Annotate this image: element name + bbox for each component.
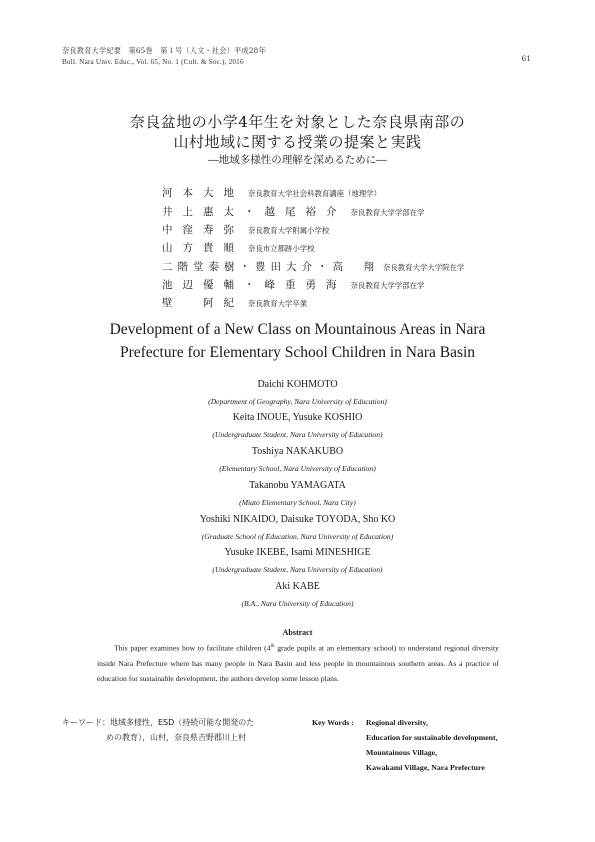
author-jp-names: 中窪寿弥 (162, 224, 244, 236)
author-jp-affil: 奈良教育大学学部在学 (350, 208, 425, 217)
abstract-text-part: grade pupils at an elementary school) to understand regional diversity inside Nara Prefecture where has many people in Nara Basin and less people in mountainous southern areas. As a practice of education for sustainable development, the authors develop some lesson plans. (97, 643, 500, 683)
author-en-affil: (Miato Elementary School, Nara City) (239, 498, 356, 507)
keywords-jp-line1 (62, 716, 290, 731)
keyword-item: Kawakami Village, Nara Prefecture (366, 763, 485, 772)
author-jp-row (162, 185, 381, 200)
author-jp-row (162, 259, 464, 274)
author-en-affil: (B.A., Nara University of Education) (241, 599, 354, 608)
author-en-names: Yoshiki NIKAIDO, Daisuke TOYODA, Sho KO (199, 514, 396, 525)
author-jp-affil: 奈良教育大学大学院在学 (383, 263, 465, 272)
author-en-names: Toshiya NAKAKUBO (251, 446, 344, 457)
author-jp-affil: 奈良教育大学附属小学校 (248, 226, 330, 235)
author-en-affil: (Undergraduate Student, Nara University of Education) (212, 565, 383, 574)
author-jp-row (162, 204, 424, 219)
abstract-superscript: th (270, 644, 275, 649)
abstract-heading: Abstract (282, 628, 313, 637)
title-jp-line1: 奈良盆地の小学4年生を対象とした奈良県南部の (129, 113, 466, 131)
author-en-names: Keita INOUE, Yusuke KOSHIO (232, 412, 363, 423)
author-jp-names: 井上惠太・越尾裕介 (162, 206, 347, 218)
page-number: 61 (521, 54, 531, 63)
subtitle-jp: ―地域多様性の理解を深めるために― (208, 154, 387, 166)
author-jp-names: 河本大地 (162, 187, 244, 199)
keyword-item: Regional diversity, (366, 718, 428, 727)
author-en-names: Aki KABE (275, 581, 320, 592)
keywords-jp-label: キーワード： (62, 718, 110, 727)
abstract-text (97, 639, 499, 686)
author-en-names: Daichi KOHMOTO (257, 379, 338, 390)
author-jp-affil: 奈良教育大学学部在学 (350, 281, 425, 290)
author-jp-names: 二階堂泰樹・豊田大介・高 翔 (162, 261, 379, 273)
author-en-affil: (Graduate School of Education, Nara University of Education) (201, 532, 394, 541)
title-en-line2: Prefecture for Elementary School Children in Nara Basin (119, 344, 476, 361)
author-jp-row (162, 240, 315, 255)
author-jp-row (162, 222, 329, 237)
abstract-text-part: This paper examines how to facilitate children (4 (114, 643, 271, 653)
author-jp-names: 壁 阿紀 (162, 297, 244, 309)
author-en-affil: (Undergraduate Student, Nara University of Education) (212, 430, 383, 439)
author-en-affil: (Elementary School, Nara University of Education) (219, 464, 376, 473)
author-jp-names: 山方貴順 (162, 242, 244, 254)
title-en-line1: Development of a New Class on Mountainous Areas in Nara (109, 321, 486, 338)
author-jp-names: 池辺優輔・峰重勇海 (162, 279, 347, 291)
author-jp-row (162, 277, 424, 292)
author-en-names: Takanobu YAMAGATA (249, 480, 346, 491)
journal-header-en: Bull. Nara Univ. Educ., Vol. 65, No. 1 (Cult. & Soc.), 2016 (62, 58, 244, 66)
author-jp-affil: 奈良市立都跡小学校 (248, 244, 315, 253)
title-jp-line2: 山村地域に関する授業の提案と実践 (173, 133, 422, 151)
journal-header-jp: 奈良教育大学紀要 第65巻 第１号（人文・社会）平成28年 (62, 46, 266, 55)
author-en-names: Yusuke IKEBE, Isami MINESHIGE (224, 547, 371, 558)
author-jp-row (162, 295, 307, 310)
keyword-item: Education for sustainable development, (366, 733, 498, 742)
keywords-en-label: Key Words : (312, 718, 354, 727)
author-jp-affil: 奈良教育大学社会科教育講座（地理学） (248, 189, 382, 198)
author-en-affil: (Department of Geography, Nara University of Education) (208, 397, 387, 406)
keywords-jp-line2: めの教育），山村，奈良県吉野郡川上村 (106, 732, 246, 742)
keywords-jp (62, 716, 290, 745)
author-jp-affil: 奈良教育大学卒業 (248, 299, 308, 308)
keywords-jp-text: 地域多様性，ESD（持続可能な開発のた (110, 718, 255, 727)
keyword-item: Mountainous Village, (366, 748, 438, 757)
